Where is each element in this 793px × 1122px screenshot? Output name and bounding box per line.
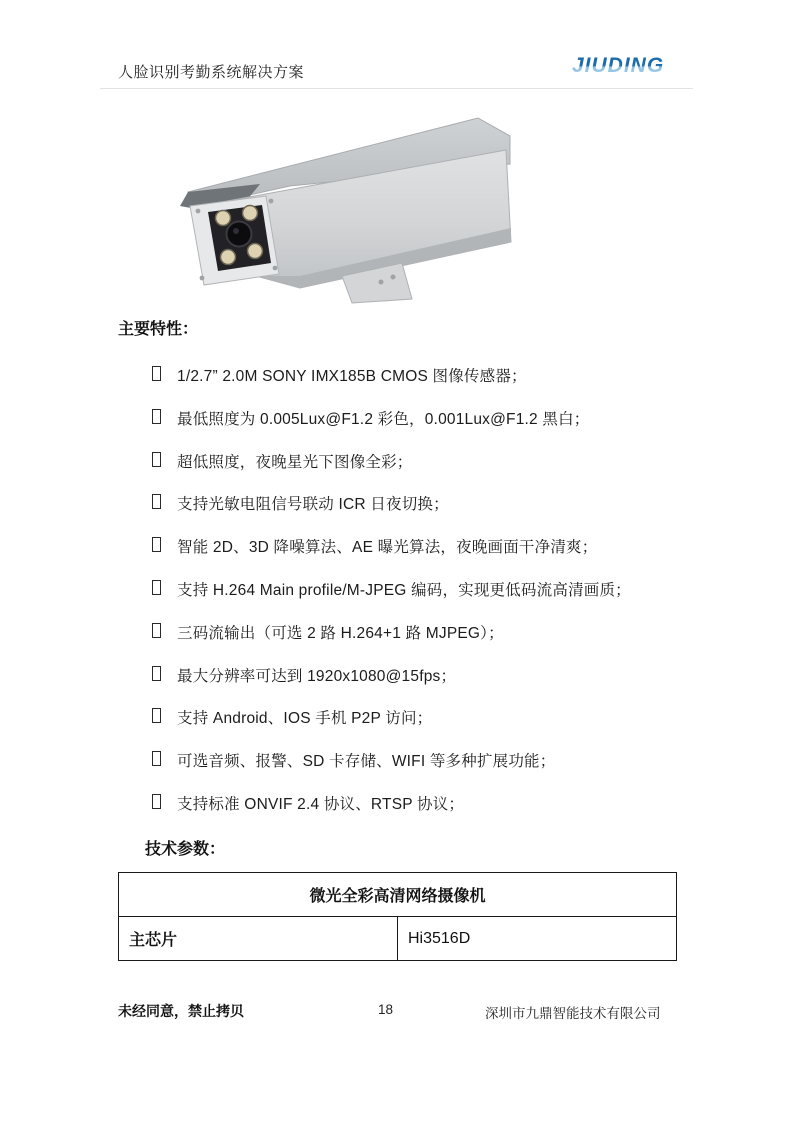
tech-params-heading: 技术参数： bbox=[145, 841, 226, 858]
jiuding-logo: JIUDING bbox=[572, 54, 665, 77]
feature-item bbox=[152, 664, 712, 707]
features-list bbox=[152, 364, 712, 835]
bullet-box-icon bbox=[152, 537, 161, 552]
feature-text: 支持光敏电阻信号联动 ICR 日夜切换； bbox=[177, 496, 449, 514]
spec-table-title-row bbox=[119, 873, 677, 917]
spec-value-main-chip: Hi3516D bbox=[398, 917, 677, 961]
feature-item bbox=[152, 578, 712, 621]
feature-text: 可选音频、报警、SD 卡存储、WIFI 等多种扩展功能； bbox=[177, 753, 556, 771]
spec-label-main-chip: 主芯片 bbox=[119, 917, 398, 961]
feature-item bbox=[152, 364, 712, 407]
feature-text: 超低照度，夜晚星光下图像全彩； bbox=[177, 453, 413, 471]
bullet-box-icon bbox=[152, 708, 161, 723]
feature-item bbox=[152, 706, 712, 749]
bullet-box-icon bbox=[152, 366, 161, 381]
bullet-box-icon bbox=[152, 409, 161, 424]
table-row bbox=[119, 917, 677, 961]
footer-company-name: 深圳市九鼎智能技术有限公司 bbox=[485, 1006, 661, 1021]
spec-table bbox=[118, 872, 677, 961]
footer-copy-notice: 未经同意，禁止拷贝 bbox=[118, 1003, 244, 1019]
feature-item bbox=[152, 407, 712, 450]
bullet-box-icon bbox=[152, 794, 161, 809]
feature-text: 1/2.7” 2.0M SONY IMX185B CMOS 图像传感器； bbox=[177, 368, 527, 385]
feature-text: 支持 Android、IOS 手机 P2P 访问； bbox=[177, 710, 433, 728]
features-heading: 主要特性： bbox=[118, 321, 199, 338]
feature-item bbox=[152, 535, 712, 578]
bullet-box-icon bbox=[152, 494, 161, 509]
feature-item bbox=[152, 450, 712, 493]
document-header-title: 人脸识别考勤系统解决方案 bbox=[118, 64, 305, 81]
bullet-box-icon bbox=[152, 751, 161, 766]
footer-page-number: 18 bbox=[378, 1002, 394, 1017]
bullet-box-icon bbox=[152, 666, 161, 681]
bullet-camera-illustration bbox=[138, 106, 526, 304]
bullet-box-icon bbox=[152, 623, 161, 638]
spec-table-title: 微光全彩高清网络摄像机 bbox=[119, 873, 677, 917]
feature-item bbox=[152, 621, 712, 664]
feature-item bbox=[152, 792, 712, 835]
feature-text: 支持标准 ONVIF 2.4 协议、RTSP 协议； bbox=[177, 795, 465, 813]
feature-text: 支持 H.264 Main profile/M-JPEG 编码，实现更低码流高清画质； bbox=[177, 581, 631, 599]
header-divider bbox=[100, 88, 693, 89]
feature-item bbox=[152, 492, 712, 535]
feature-text: 三码流输出（可选 2 路 H.264+1 路 MJPEG）； bbox=[177, 624, 504, 642]
feature-text: 智能 2D、3D 降噪算法、AE 曝光算法，夜晚画面干净清爽； bbox=[177, 539, 598, 557]
bullet-box-icon bbox=[152, 452, 161, 467]
feature-text: 最大分辨率可达到 1920x1080@15fps； bbox=[177, 667, 457, 685]
feature-text: 最低照度为 0.005Lux@F1.2 彩色，0.001Lux@F1.2 黑白； bbox=[177, 410, 590, 428]
feature-item bbox=[152, 749, 712, 792]
camera-product-image bbox=[138, 106, 526, 304]
bullet-box-icon bbox=[152, 580, 161, 595]
